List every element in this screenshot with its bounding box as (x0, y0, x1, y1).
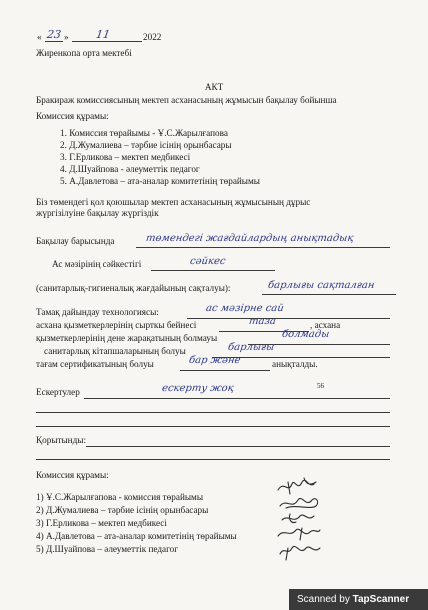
intro-line-1: Біз төмендегі қол қоюшылар мектеп асханасының жұмысының дұрыс (36, 197, 311, 207)
school-name: Жиренкопа орта мектебі (36, 48, 132, 58)
sanitary-label: (санитарлық-гигиеналық жағдайының сақталуы): (36, 283, 231, 293)
sanitary-value: барлығы сақталған (267, 280, 376, 291)
cert-suffix: анықталды. (272, 359, 318, 369)
handwritten-signatures (276, 476, 326, 564)
notes-value: ескерту жоқ (161, 383, 235, 394)
signatory: 4) А.Давлетова – ата-аналар комитетінің төрайымы (36, 531, 237, 541)
date-month-underline (72, 41, 142, 42)
notes-number: 56 (317, 382, 324, 390)
date-open-quote: « (37, 32, 42, 42)
injury-value: болмады (281, 329, 331, 340)
commission-heading: Комиссия құрамы: (36, 111, 109, 121)
signature-stroke (282, 514, 314, 523)
date-day-underline (45, 41, 63, 42)
notes-line (36, 412, 390, 413)
signature-stroke (280, 546, 320, 560)
staff-look-label: асхана қызметкерлерінің сырткы бейнесі (36, 320, 197, 330)
storage-label: санитарлық кітапшаларының болуы (44, 346, 186, 356)
signature-stroke (280, 498, 318, 508)
tech-underline (187, 318, 390, 319)
cert-label: тағам сертификатының болуы (36, 359, 154, 369)
control-label: Бақылау барысында (36, 236, 115, 246)
commission-member: 5. А.Давлетова – ата-аналар комитетінің төрайымы (60, 176, 260, 186)
watermark-prefix: Scanned by (297, 594, 353, 605)
notes-label: Ескертулер (36, 387, 80, 397)
storage-value: барлығы (227, 342, 275, 353)
signatory: 5) Д.Шуайпова – әлеуметтік педагог (36, 544, 178, 554)
commission-heading-2: Комиссия құрамы: (36, 470, 109, 480)
commission-member: 3. Г.Ерликова – мектеп медбикесі (60, 152, 191, 162)
staff-look-value: таза (248, 316, 277, 327)
commission-member: 2. Д.Жумалиева – тәрбие ісінің орынбасары (60, 140, 232, 150)
tech-value: ас мәзірне сай (205, 303, 285, 314)
watermark-brand: TapScanner (352, 594, 410, 605)
document-subtitle: Бракираж комиссиясының мектеп асханасының жұмысын бақылау бойынша (36, 95, 337, 105)
document-title: АКТ (204, 82, 224, 92)
signatory: 2) Д.Жумалиева – тәрбие ісінің орынбасары (36, 505, 209, 515)
scanner-watermark (289, 589, 428, 610)
conclusion-label: Қорытынды: (36, 435, 86, 445)
commission-member: 4. Д.Шуайпова - әлеуметтік педагог (60, 164, 200, 174)
signature-stroke (278, 528, 320, 540)
intro-line-2: жүргізілуіне бақылау жүргіздік (36, 208, 159, 218)
notes-underline (84, 398, 390, 399)
notes-line (36, 426, 390, 427)
menu-underline (151, 270, 275, 271)
signatory: 1) Ұ.С.Жарылғапова - комиссия төрайымы (36, 492, 204, 502)
conclusion-underline (86, 446, 390, 447)
sanitary-underline (262, 294, 396, 295)
signatory: 3) Г.Ерликова – мектеп медбикесі (36, 518, 167, 528)
date-year: 2022 (143, 32, 162, 42)
menu-value: сәйкес (189, 256, 227, 267)
control-value: төмендегі жағдайлардың анықтадық (145, 233, 355, 244)
cert-value: бар және (188, 355, 242, 366)
cert-underline (180, 370, 270, 371)
date-close-quote: » (64, 32, 69, 42)
injury-label: қызметкерлерінің дене жарақатының болмауы (36, 333, 218, 343)
commission-member: 1. Комиссия төрайымы - Ұ.С.Жарылғапова (60, 128, 228, 138)
signature-stroke (278, 478, 316, 494)
conclusion-line (36, 459, 390, 460)
tech-label: Тамақ дайындау технологиясы: (36, 307, 159, 317)
staff-look-suffix: , асхана (310, 320, 341, 330)
menu-label: Ас мәзірінің сәйкестігі (52, 259, 142, 269)
date-day: 23 (46, 28, 62, 41)
date-month: 11 (95, 28, 111, 41)
control-underline (136, 247, 390, 248)
